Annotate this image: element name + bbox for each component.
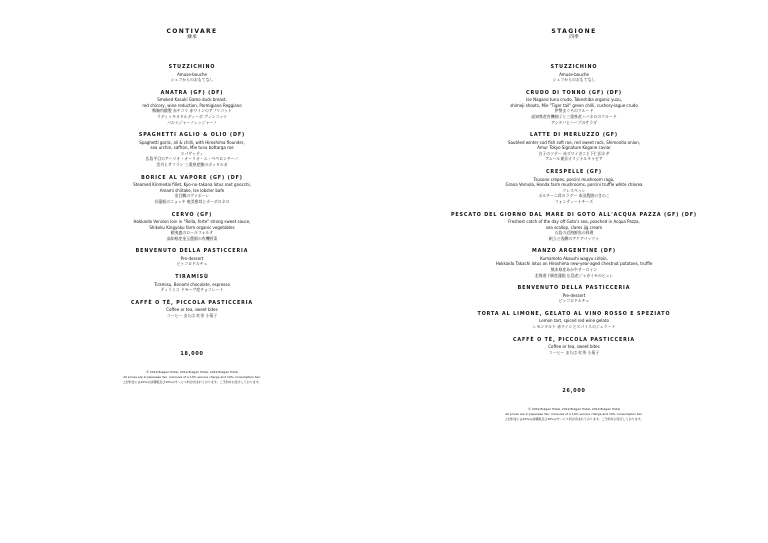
course-description: Amuse-bouche <box>177 71 207 77</box>
course-description-ja: シェフからのおもてなし <box>552 77 596 83</box>
course-description-ja: ピッコロドルチェ <box>176 261 208 267</box>
course-description-ja: 鴨胸肉燻製 赤チコリ 赤ワインのアプリコット <box>152 108 232 114</box>
course-item <box>131 301 253 319</box>
course-description: Spaghetti garlic, oil & chilli, with Hiroshima flounder, <box>139 139 245 145</box>
course-description-ja: 熊本県産あか牛サーロイン <box>550 267 598 273</box>
course-description-ja: 高知県産金玉農園の有機野菜 <box>166 235 218 241</box>
menu-price: 18,000 <box>180 352 204 358</box>
course-title: CERVO (GF) <box>171 212 213 218</box>
course-item <box>169 65 216 83</box>
course-title: MANZO ARGENTINE (DF) <box>531 249 617 255</box>
course-description-ja: 広島平目のアーリオ・オーリオ・エ・ペペロンチーノ <box>145 156 239 162</box>
course-description: sea urchin, saffron, Mie tuna bottarga roe <box>150 145 234 151</box>
course-description-ja: 京蓮根のニョッキ 奄美椎茸とカーボロネロ <box>154 198 230 204</box>
course-description-ja: 金目鯛のヴァポーレ <box>174 193 210 199</box>
course-title: CRESPELLE (GF) <box>545 170 602 176</box>
course-description-ja: 帆立と浅蜊のアクアパッツァ <box>548 235 600 241</box>
course-description-ja: 北海道十勝産蓮根 広島産ジャガイモのピュレ <box>534 272 614 278</box>
course-description: Ise Nagano tuna crudo, Takeshiba organic yuzu, <box>526 97 622 103</box>
course-description-ja: アムール東京オリジナルキャビア <box>545 156 603 162</box>
course-description: Tsusono crepes, porcini mushroom ragù, <box>533 176 615 182</box>
footer-note: © 2019 Bulgari Hotel, 2019 Bulgari Hotel, 2019 Bulgari Hotel <box>527 407 621 412</box>
footer-note: All prices are in Japanese Yen, inclusive of a 10% service charge and 10% consumption tax. <box>123 375 261 380</box>
course-item <box>142 91 241 125</box>
course-description: Smoked Kasuki Gamo duck breast, <box>157 97 227 103</box>
course-description-ja: シェフからのおもてなし <box>170 77 214 83</box>
course-description-ja: 白子のソテー 赤ズワイガニと下仁田ネギ <box>538 150 610 156</box>
menu-heading-ja: 継承 <box>187 35 197 40</box>
course-description: Coffee or tea, sweet bites <box>166 307 218 313</box>
course-title: PESCATO DEL GIORNO DAL MARE DI GOTO ALL'ACQUA PAZZA (GF) (DF) <box>450 212 698 218</box>
menu-heading: CONTIVARE <box>166 28 218 35</box>
course-item <box>136 249 249 267</box>
course-item <box>551 65 598 83</box>
course-description-ja: 高知県産有機柚子と三重県産ハバネロのクルード <box>531 113 617 119</box>
course-title: BENVENUTO DELLA PASTICCERIA <box>135 249 249 255</box>
course-description: Hokkaido Takachi lotus on Hiroshima new-year-aged chestnut potatoes, truffle <box>495 261 653 267</box>
course-title: SPAGHETTI AGLIO & OLIO (DF) <box>138 133 246 139</box>
course-description-ja: ピッコロドルチェ <box>558 298 590 304</box>
course-item <box>513 338 635 356</box>
course-description-ja: コーヒー または 紅茶 小菓子 <box>166 312 218 318</box>
course-description: Amur Tokyo Signature Kogane caviar <box>537 145 611 151</box>
menu-column-stagione <box>424 22 724 422</box>
course-item <box>518 286 631 304</box>
course-description: Steamed Kinmedai fillet, Kyo-no-takana lotus root gnocchi, <box>133 182 251 188</box>
course-description: red chicory, wine reduction, Parmigiano Reggiano <box>142 102 242 108</box>
menu-footer <box>123 352 262 385</box>
course-title: TIRAMISÙ <box>175 275 209 281</box>
course-description-ja: 五島の近海鮮魚の料理 <box>554 230 594 236</box>
course-item <box>506 170 643 204</box>
course-title: TORTA AL LIMONE, GELATO AL VINO ROSSO E SPEZIATO <box>477 311 671 317</box>
course-description-ja: 蝦夷鹿のロールフォルテ <box>170 230 214 236</box>
course-title: BENVENUTO DELLA PASTICCERIA <box>517 286 631 292</box>
course-title: CAFFÈ O TÈ, PICCOLA PASTICCERIA <box>512 337 636 343</box>
course-description-ja: アシタバとハーブのサラダ <box>550 119 598 125</box>
footer-note: © 2019 Bulgari Hotel, 2019 Bulgari Hotel, 2019 Bulgari Hotel <box>145 370 239 375</box>
footer-note: All prices are in Japanese Yen, inclusive of a 10% service charge and 10% consumption tax. <box>505 412 643 417</box>
course-description: Sautéed winter cod fish soft roe, red sweet rock, Shimonita onion, <box>507 139 641 145</box>
course-title: STUZZICHINO <box>550 65 598 70</box>
course-description: Kumamoto Akaushi wagyu sirloin, <box>540 255 608 261</box>
footer-note: 上記料金には10%の消費税及び10%のサービス料が含まれております。ご予約をお受けしております。 <box>504 417 644 422</box>
course-item <box>139 133 245 167</box>
course-item <box>134 213 251 242</box>
course-description: Pre-dessert <box>180 255 204 261</box>
course-title: ANATRA (GF) (DF) <box>160 90 224 96</box>
menu-heading: STAGIONE <box>551 28 597 35</box>
course-description-ja: レモンタルト 赤ワインとスパイスのジェラート <box>532 324 616 330</box>
course-title: CRUDO DI TONNO (GF) (DF) <box>526 90 622 96</box>
course-description: Coffee or tea, sweet bites <box>548 344 600 350</box>
course-item <box>154 275 230 293</box>
course-description-ja: 伊勢まぐろのクルード <box>554 108 594 114</box>
footer-note: 上記料金には10%の消費税及び10%のサービス料が含まれております。ご予約をお受けしております。 <box>122 380 262 385</box>
course-description: Amuse-bouche <box>559 71 589 77</box>
course-description: sea scallop, clams jig cream <box>545 224 603 230</box>
course-item <box>133 176 251 205</box>
course-description-ja: コーヒー または 紅茶 小菓子 <box>548 349 600 355</box>
course-description: Freshest catch of the day off Goto's sea, poached in Acqua Pazza, <box>508 219 640 224</box>
course-description-ja: ティラミス ドモーヴ産チョコレート <box>160 287 224 293</box>
course-description: Shikoku Kingyoku farm organic vegetables <box>149 224 235 230</box>
menu-price: 26,000 <box>562 389 586 395</box>
menu-footer <box>505 389 644 422</box>
course-description-ja: クレスペッレ <box>562 187 586 193</box>
course-description-ja: 雲丹とサフラン 三重県産鮪のボッタルガ <box>156 162 228 168</box>
course-title: CAFFÈ O TÈ, PICCOLA PASTICCERIA <box>130 300 254 306</box>
course-item <box>451 213 697 242</box>
course-description: Amami shiitake, Ise lobster bafe <box>159 187 225 193</box>
course-title: STUZZICHINO <box>168 65 216 70</box>
course-title: BORICE AL VAPORE (GF) (DF) <box>141 175 243 181</box>
course-title: LATTE DI MERLUZZO (GF) <box>529 133 619 139</box>
course-item <box>510 91 638 125</box>
menu-heading-ja: 四季 <box>569 35 579 40</box>
course-description-ja: ラディッキオタルディーボ ヴィンコット <box>156 113 228 119</box>
course-description-ja: ポルチーニ茸のラグー 本田農園のきのこ <box>538 193 610 199</box>
course-item <box>478 312 671 330</box>
course-description: Tiramisu, Bonami chocolate, espresso <box>154 281 230 287</box>
course-item <box>496 249 653 278</box>
course-description: Lemon tart, spiced red wine gelato <box>539 318 609 324</box>
course-description: Pre-dessert <box>562 292 586 298</box>
course-description: Grana Vernola, Honda farm mushrooms, porcini truffle white chlorea <box>505 182 643 188</box>
menu-column-contivare <box>42 22 342 385</box>
course-description-ja: スパゲッティ <box>180 150 204 156</box>
course-description: Hokkaido Venison loin in "Rolla, forte" strong sweet sauce, <box>133 219 251 224</box>
course-description: shimeji shoots, Mie "Tiger tail" green chilli, cushory-lague crudo <box>510 102 638 108</box>
course-description-ja: フォンティーナチーズ <box>554 198 594 204</box>
course-item <box>508 133 640 162</box>
course-description-ja: パルミジャーノレッジャーノ <box>166 119 218 125</box>
